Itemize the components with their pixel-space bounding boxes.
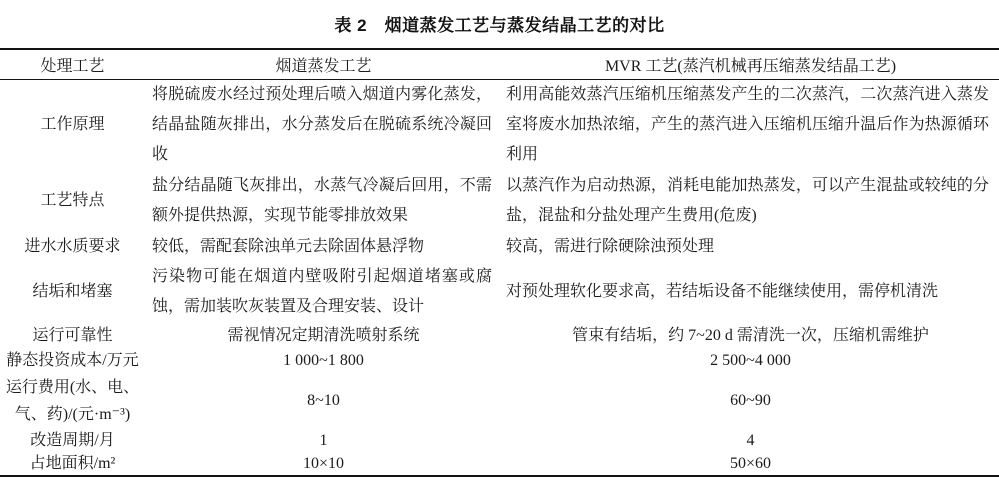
table-row (0, 373, 999, 429)
mvr-process-cell: 对预处理软化要求高，若结垢设备不能继续使用，需停机清洗 (506, 282, 939, 300)
row-label-cell: 结垢和堵塞 (32, 282, 113, 300)
row-label-cell: 进水水质要求 (24, 237, 121, 255)
flue-process-cell: 将脱硫废水经过预处理后喷入烟道内雾化蒸发，结晶盐随灰排出，水分蒸发后在脱硫系统冷凝回收 (152, 86, 492, 164)
mvr-process-cell: 50×60 (729, 454, 772, 472)
column-header-process: 处理工艺 (0, 49, 145, 80)
row-label-cell: 占地面积/m² (29, 454, 116, 472)
flue-process-cell: 盐分结晶随飞灰排出，水蒸气冷凝后回用，不需额外提供热源，实现节能零排放效果 (152, 177, 492, 224)
table-row (0, 322, 999, 349)
table-row (0, 262, 999, 322)
mvr-process-cell: 4 (746, 431, 755, 449)
table-row (0, 452, 999, 476)
row-label-cell: 工艺特点 (40, 192, 105, 209)
table-row (0, 429, 999, 452)
flue-process-cell: 需视情况定期清洗喷射系统 (227, 326, 420, 344)
table-body (0, 80, 999, 476)
process-comparison-table (0, 48, 999, 477)
mvr-process-cell: 以蒸汽作为启动热源，消耗电能加热蒸发，可以产生混盐或较纯的分盐，混盐和分盐处理产生费用(危废) (506, 177, 989, 224)
flue-process-cell: 8~10 (307, 392, 340, 409)
table-row (0, 80, 999, 171)
table-row (0, 171, 999, 232)
column-header-mvr: MVR 工艺(蒸汽机械再压缩蒸发结晶工艺) (502, 49, 999, 80)
header-row (0, 49, 999, 80)
table-row (0, 232, 999, 262)
mvr-process-cell: 利用高能效蒸汽压缩机压缩蒸发产生的二次蒸汽，二次蒸汽进入蒸发室将废水加热浓缩，产生的蒸汽进入压缩机压缩升温后作为热源循环利用 (506, 86, 989, 164)
row-label-cell: 运行费用(水、电、气、药)/(元·m⁻³) (5, 378, 140, 423)
flue-process-cell: 1 (319, 431, 328, 449)
flue-process-cell: 1 000~1 800 (283, 352, 364, 369)
table-row (0, 349, 999, 373)
flue-process-cell: 污染物可能在烟道内壁吸附引起烟道堵塞或腐蚀，需加装吹灰装置及合理安装、设计 (152, 267, 492, 315)
mvr-process-cell: 较高，需进行除硬除浊预处理 (506, 237, 715, 255)
row-label-cell: 改造周期/月 (30, 431, 115, 449)
mvr-process-cell: 60~90 (730, 392, 771, 409)
mvr-process-cell: 2 500~4 000 (710, 352, 791, 369)
table-title: 表 2 烟道蒸发工艺与蒸发结晶工艺的对比 (334, 16, 665, 35)
flue-process-cell: 10×10 (302, 454, 345, 472)
mvr-process-cell: 管束有结垢，约 7~20 d 需清洗一次，压缩机需维护 (572, 326, 929, 344)
row-label-cell: 工作原理 (40, 116, 105, 134)
flue-process-cell: 较低，需配套除浊单元去除固体悬浮物 (152, 237, 425, 255)
row-label-cell: 运行可靠性 (32, 326, 113, 344)
row-label-cell: 静态投资成本/万元 (6, 352, 139, 369)
column-header-flue-evaporation: 烟道蒸发工艺 (145, 49, 502, 80)
